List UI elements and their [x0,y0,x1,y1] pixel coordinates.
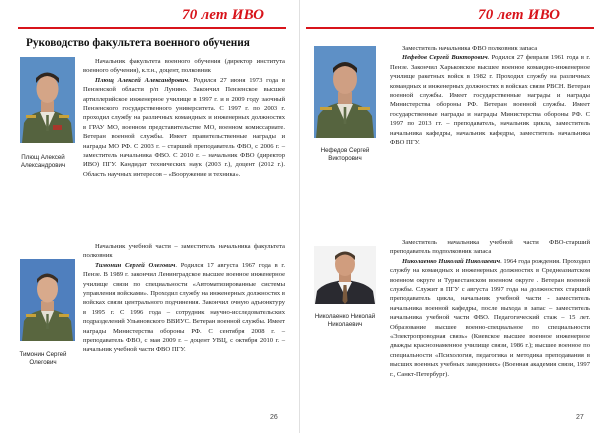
bio-text [83,57,285,179]
portrait-photo [314,46,376,138]
bio-paragraph [83,261,285,355]
section-heading: Руководство факультета военного обучения [26,37,250,49]
portrait-caption: Плющ Алексей Александрович [20,154,66,169]
bio-paragraph [390,257,590,379]
role-text: Заместитель начальника ФВО полковник запаса [402,45,538,52]
portrait-caption: Николаенко Николай Николаевич [314,313,376,328]
officer-portrait-icon [314,46,376,138]
header-rule [18,27,286,29]
bio-text [390,44,590,147]
bio-text [83,242,285,355]
bio-body: . 1964 года рождения. Проходил службу на командных и инженерных должностях в Среднеазиатском военном округе и Туркестанском военном округе . Ветеран военной службы. Служит в ПГУ с августа 1997 года на должностях старший преподаватель цикла, начальник учебной части - заместитель начальника военной кафедры, после выхода в запас – заместитель начальника учебной части ФВО. Педагогический стаж – 15 лет. Образование высшее военно-специальное по специальности «Электропроводная связь» (Киевское высшее военное инженерное дважды краснознаменное училище связи, 1986 г.); высшее военное по специальности «Психология, педагогика и методика преподавания в высших военных учебных заведениях» (Военная академия связи, 1997 г., Санкт-Петербург). [390,257,590,378]
bio-body: . Родился 27 июня 1973 года в Пензенской области р/п Лунино. Закончил Пензенское высшее артиллерийское инженерное училище в 1997 г. и в 2009 году заочный Пензенского государственного университета. С 1997 г. по 2003 г. проходил службу на различных командных и инженерных должностях в ГРАУ МО, военном представительстве МО, военном комиссариате. Ветеран военной службы. Имеет правительственные награды и награды МО РФ. С 2003 г. – старший преподаватель ФВО, с 2006 г. – заместитель начальника ФВО. С 2010 г. – начальник ФВО (директор ИВО) ПГУ. Кандидат технических наук (2003 г.), доцент (2012 г.). Область научных интересов – «Вооружение и техника». [83,76,285,178]
portrait-photo [314,246,376,304]
role-text: Заместитель начальника учебной части ФВО-старший преподаватель подполковник запаса [390,239,590,256]
person-name: Тимонин Сергей Олегович [95,261,176,269]
page-number: 26 [270,414,278,421]
officer-portrait-icon [314,246,376,304]
page-number: 27 [576,414,584,421]
portrait-photo [20,57,75,143]
header-title: 70 лет ИВО [182,7,265,23]
bio-body: . Родился 27 февраля 1961 года в г. Пензе. Закончил Харьковское высшее военное командно-инженерное училище ракетных войск в 1982 г. Проходил службу на различных командных и инженерных должностях в войсках связи РВСН. Ветеран военной службы. Имеет государственные награды и награды Министерства обороны РФ. Ветеран военной службы. Имеет государственные награды и награды Министерства обороны РФ. С 1997 по 2013 гг. – преподаватель, начальник цикла, заместитель начальника кафедры, начальник кафедры, заместитель начальника ФВО ПГУ. [390,54,590,147]
bio-text [390,238,590,379]
portrait-caption: Нефедов Сергей Викторович [320,147,370,162]
bio-paragraph [83,76,285,179]
portrait-photo [20,259,75,341]
right-page [300,0,600,433]
header-rule [306,27,594,29]
person-name: Николаенко Николай Николаевич [402,257,501,265]
header-title: 70 лет ИВО [478,7,561,23]
bio-body: . Родился 17 августа 1967 года в г. Пензе. В 1989 г. закончил Ленинградское высшее военное инженерное училище связи по специальности «Автоматизированные системы управления войсками». Проходил службу на инженерных должностях в войсках связи центрального подчинения. Закончил очную адъюнктуру в 1995 г. С 1996 года – сотрудник научно-исследовательских подразделений Ульяновского ВВИУС. Ветеран военной службы. Имеет награды Министерства обороны РФ. С сентября 2008 г. – преподаватель ФВО, с мая 2009 г. – доцент УВЦ, с октября 2010 г. – начальник учебной части ФВО ПГУ. [83,261,285,354]
role-text: Начальник факультета военного обучения (директор института военного обучения), к.т.н., доцент, полковник [83,58,285,75]
bio-paragraph [390,53,590,147]
officer-portrait-icon [20,57,75,143]
portrait-caption: Тимонин Сергей Олегович [19,351,67,366]
officer-portrait-icon [20,259,75,341]
person-name: Нефедов Сергей Викторович [402,54,488,62]
person-name: Плющ Алексей Александрович [95,76,189,84]
role-text: Начальник учебной части – заместитель начальника факультета полковник [83,243,285,260]
